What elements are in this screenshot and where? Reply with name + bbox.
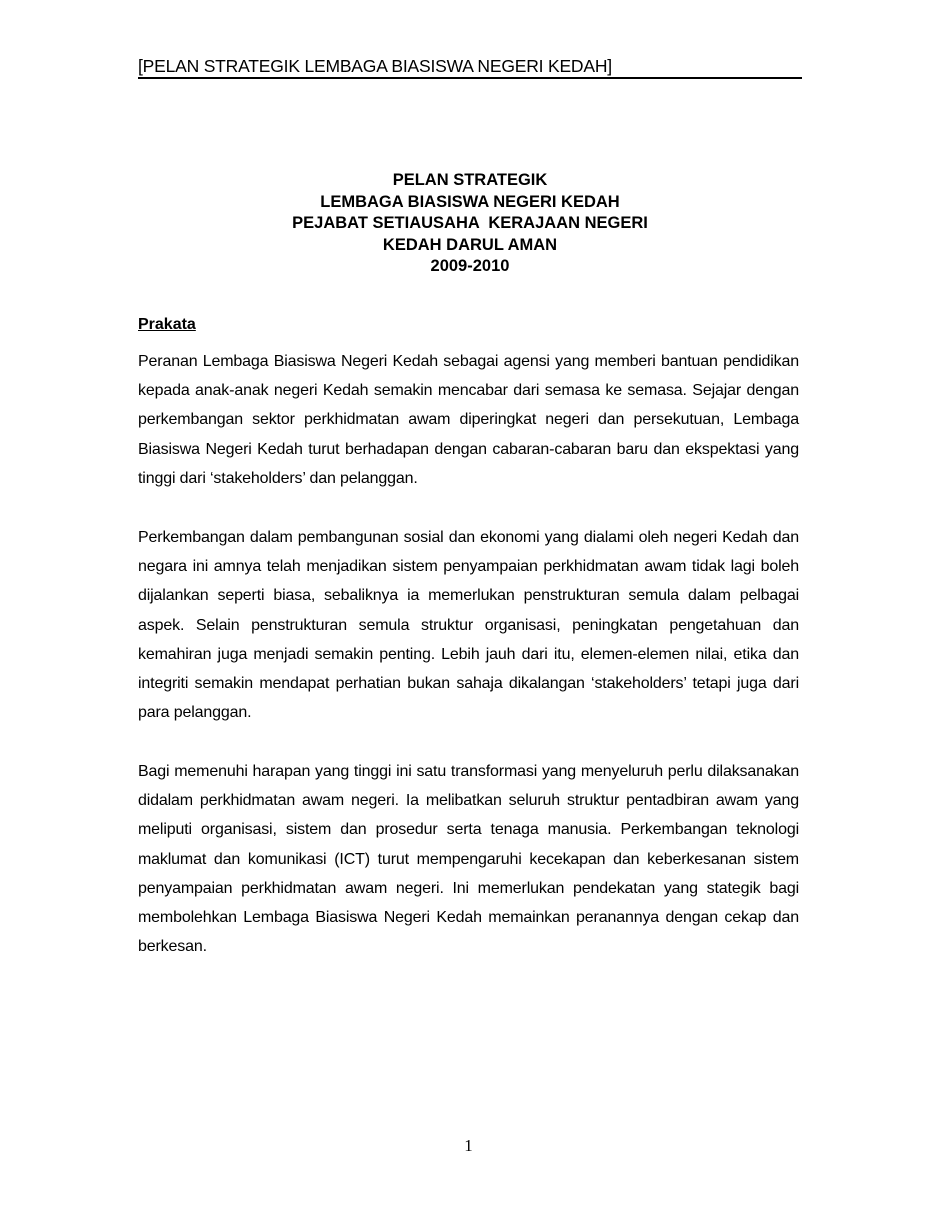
page-number: 1 (464, 1136, 473, 1155)
document-title (138, 170, 802, 278)
title-line: LEMBAGA BIASISWA NEGERI KEDAH (320, 192, 620, 211)
paragraph: Bagi memenuhi harapan yang tinggi ini satu transformasi yang menyeluruh perlu dilaksanakan didalam perkhidmatan awam negeri. Ia melibatkan seluruh struktur pentadbiran awam yang meliputi organisasi, sistem dan prosedur serta tenaga manusia. Perkembangan teknologi maklumat dan komunikasi (ICT) turut mempengaruhi kecekapan dan keberkesanan sistem penyampaian perkhidmatan awam negeri. Ini memerlukan pendekatan yang stategik bagi membolehkan Lembaga Biasiswa Negeri Kedah memainkan peranannya dengan cekap dan berkesan. (138, 763, 799, 956)
paragraph: Perkembangan dalam pembangunan sosial dan ekonomi yang dialami oleh negeri Kedah dan negara ini amnya telah menjadikan sistem penyampaian perkhidmatan awam tidak lagi boleh dijalankan seperti biasa, sebaliknya ia memerlukan penstrukturan semula dalam pelbagai aspek. Selain penstrukturan semula struktur organisasi, peningkatan pengetahuan dan kemahiran juga menjadi semakin penting. Lebih jauh dari itu, elemen-elemen nilai, etika dan integriti semakin mendapat perhatian bukan sahaja dikalangan ‘stakeholders’ tetapi juga dari para pelanggan. (138, 529, 799, 722)
title-line: PEJABAT SETIAUSAHA KERAJAAN NEGERI (292, 214, 648, 232)
running-header: [PELAN STRATEGIK LEMBAGA BIASISWA NEGERI KEDAH] (138, 56, 612, 76)
section-heading: Prakata (138, 316, 196, 333)
paragraph: Peranan Lembaga Biasiswa Negeri Kedah sebagai agensi yang memberi bantuan pendidikan kepada anak-anak negeri Kedah semakin mencabar dari semasa ke semasa. Sejajar dengan perkembangan sektor perkhidmatan awam diperingkat negeri dan persekutuan, Lembaga Biasiswa Negeri Kedah turut berhadapan dengan cabaran-cabaran baru dan ekspektasi yang tinggi dari ‘stakeholders’ dan pelanggan. (138, 353, 799, 487)
header-rule (138, 77, 802, 79)
title-line: KEDAH DARUL AMAN (382, 235, 558, 254)
title-line: 2009-2010 (430, 257, 510, 275)
title-line: PELAN STRATEGIK (392, 171, 548, 189)
